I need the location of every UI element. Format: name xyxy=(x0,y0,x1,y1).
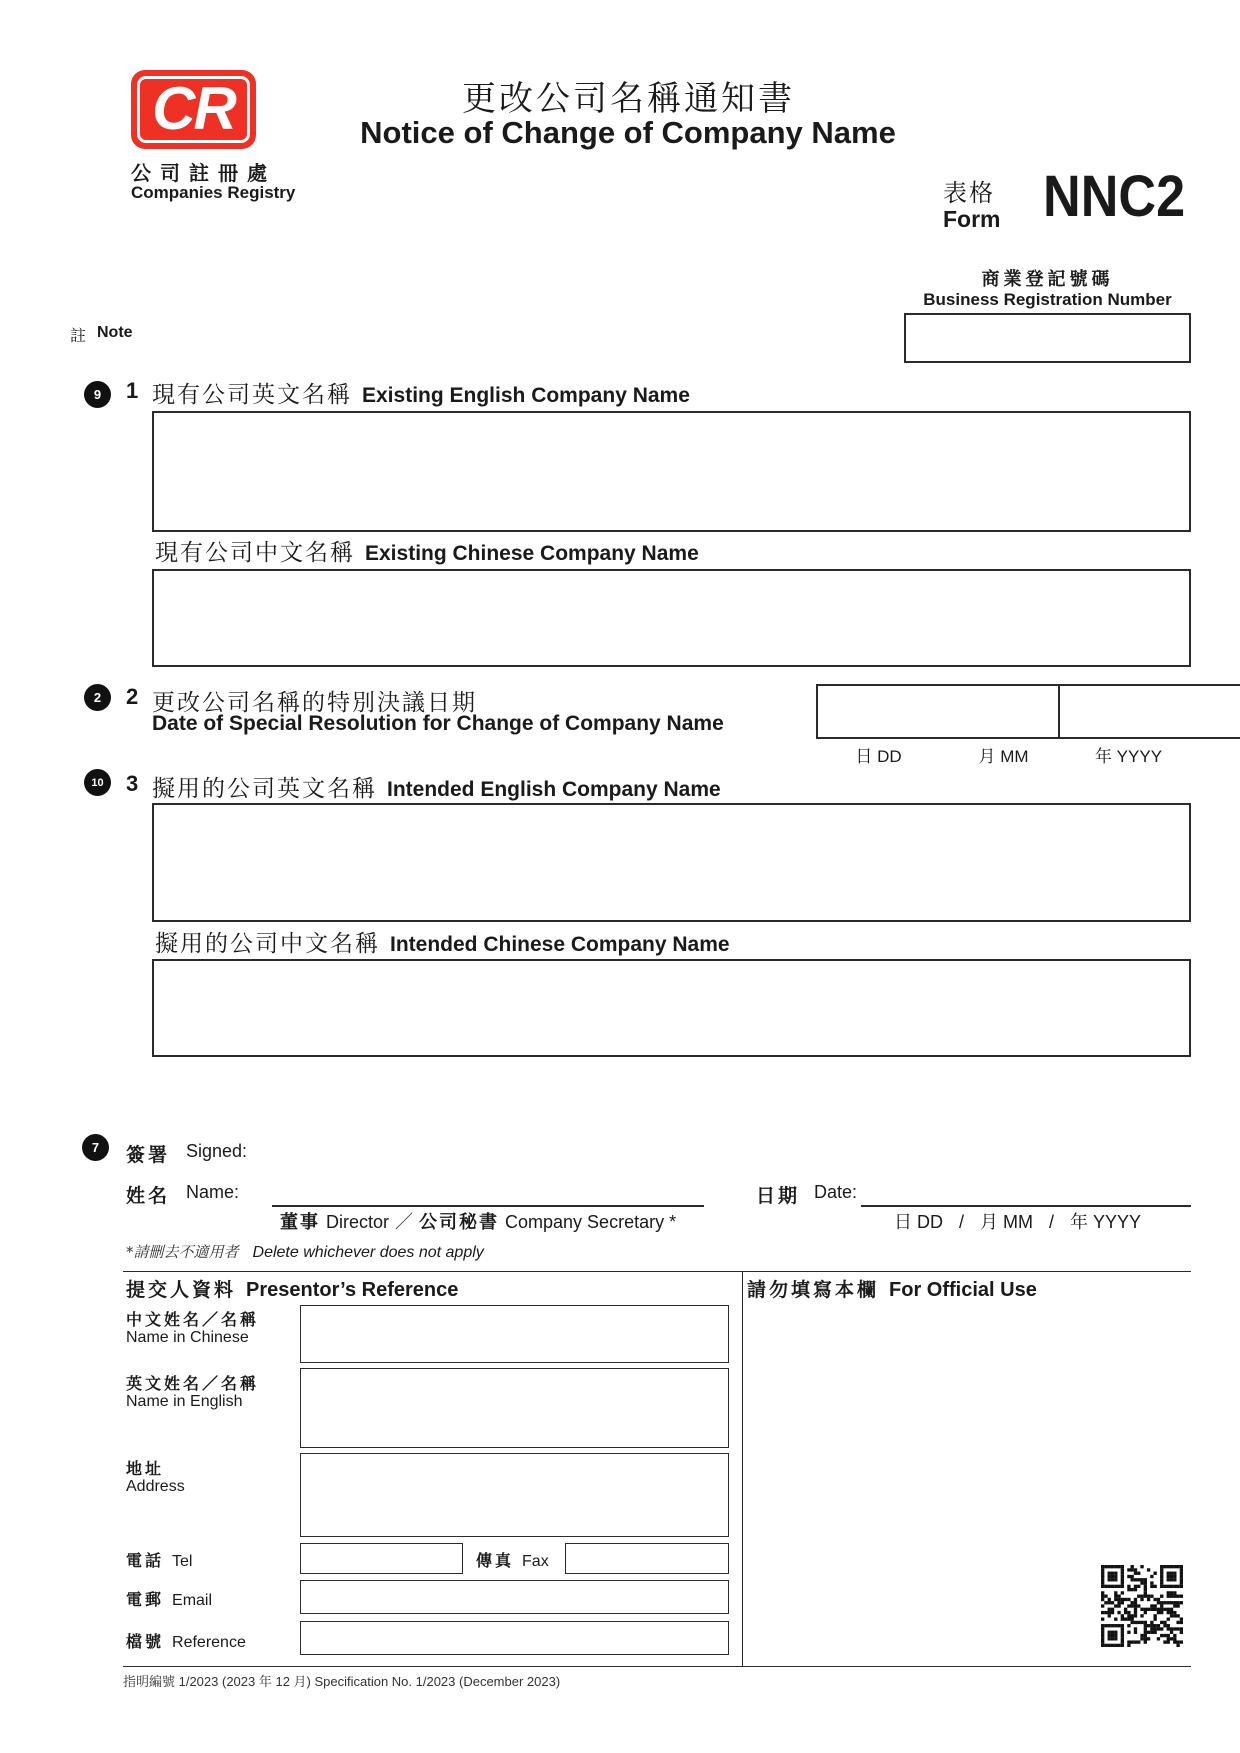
tel-label-zh: 電話 xyxy=(126,1551,165,1570)
name-label-en: Name: xyxy=(186,1182,240,1202)
date-line[interactable] xyxy=(861,1205,1191,1207)
existing-english-name-field[interactable] xyxy=(152,411,1191,532)
official-use-heading xyxy=(747,1275,1037,1302)
label-zh: 現有公司中文名稱 xyxy=(155,540,355,566)
official-use-title-zh: 請勿填寫本欄 xyxy=(747,1279,880,1301)
section-number: 1 xyxy=(126,378,139,403)
presentor-fax-field[interactable] xyxy=(565,1543,729,1574)
resolution-month-field[interactable] xyxy=(1060,684,1240,739)
signature-area[interactable] xyxy=(272,1126,704,1156)
name-line[interactable] xyxy=(272,1205,704,1207)
specification-footer: 指明編號 1/2023 (2023 年 12 月) Specification No. 1/2023 (December 2023) xyxy=(123,1674,561,1689)
brn-label-zh: 商業登記號碼 xyxy=(981,269,1114,290)
label-en: Existing Chinese Company Name xyxy=(365,542,699,565)
tel-label xyxy=(126,1548,192,1571)
form-title-en: Notice of Change of Company Name xyxy=(360,115,896,150)
resolution-day-field[interactable] xyxy=(816,684,1060,739)
brn-input[interactable] xyxy=(904,313,1191,363)
form-title-zh: 更改公司名稱通知書 xyxy=(462,79,795,119)
presentor-heading xyxy=(126,1275,458,1302)
divider-bottom xyxy=(123,1666,1191,1667)
day-label: 日 DD xyxy=(855,747,902,766)
name-english-label-zh: 英文姓名／名稱 xyxy=(126,1374,260,1393)
email-label xyxy=(126,1587,212,1610)
name-chinese-label-zh: 中文姓名／名稱 xyxy=(126,1310,260,1329)
secretary-zh: 公司秘書 xyxy=(419,1212,500,1233)
date-label-en: Date: xyxy=(814,1182,858,1202)
presentor-name-english-field[interactable] xyxy=(300,1368,729,1448)
resolution-date-label-en: Date of Special Resolution for Change of Company Name xyxy=(152,712,724,735)
note-ref-badge: 10 xyxy=(84,769,111,796)
date-separator: / xyxy=(959,1212,965,1232)
director-en: Director xyxy=(326,1212,390,1232)
note-label-en: Note xyxy=(97,324,133,341)
address-label-en: Address xyxy=(126,1478,185,1495)
registry-name-en: Companies Registry xyxy=(131,183,296,202)
presentor-email-field[interactable] xyxy=(300,1580,729,1614)
address-label-zh: 地址 xyxy=(126,1459,165,1478)
email-label-zh: 電郵 xyxy=(126,1590,165,1609)
month-label: 月 MM xyxy=(978,747,1029,766)
secretary-en: Company Secretary * xyxy=(505,1212,677,1232)
label-en: Intended Chinese Company Name xyxy=(390,933,730,956)
existing-english-name-label xyxy=(152,376,690,409)
delete-note xyxy=(126,1241,484,1262)
note-ref-badge: 9 xyxy=(84,381,111,408)
sign-month-label: 月 MM xyxy=(980,1212,1034,1232)
fax-label xyxy=(476,1548,549,1571)
presentor-title-zh: 提交人資料 xyxy=(126,1279,237,1301)
sign-day-label: 日 DD xyxy=(894,1212,943,1232)
name-label-zh: 姓名 xyxy=(126,1185,171,1207)
form-label-en: Form xyxy=(943,206,1001,232)
presentor-reference-field[interactable] xyxy=(300,1621,729,1655)
reference-label-en: Reference xyxy=(172,1634,246,1651)
note-ref-badge: 2 xyxy=(84,684,111,711)
note-ref-badge: 7 xyxy=(82,1134,109,1161)
delete-note-zh: *請刪去不適用者 xyxy=(126,1243,239,1261)
sign-year-label: 年 YYYY xyxy=(1070,1212,1142,1232)
resolution-date-label-zh: 更改公司名稱的特別決議日期 xyxy=(152,690,477,716)
label-en: Intended English Company Name xyxy=(387,778,721,801)
signed-label-en: Signed: xyxy=(186,1141,248,1161)
label-zh: 擬用的公司中文名稱 xyxy=(155,931,380,957)
reference-label xyxy=(126,1629,246,1652)
presentor-name-chinese-field[interactable] xyxy=(300,1305,729,1363)
qr-code xyxy=(1101,1565,1183,1647)
section-number: 2 xyxy=(126,684,139,709)
signature-date-format xyxy=(894,1208,1141,1234)
signed-label-zh: 簽署 xyxy=(126,1144,171,1166)
existing-chinese-name-label xyxy=(155,534,699,567)
intended-english-name-label xyxy=(152,770,721,803)
section-number: 3 xyxy=(126,771,139,796)
label-en: Existing English Company Name xyxy=(362,384,690,407)
form-code: NNC2 xyxy=(1043,164,1186,229)
name-chinese-label-en: Name in Chinese xyxy=(126,1329,249,1346)
intended-chinese-name-label xyxy=(155,925,730,958)
logo-text: CR xyxy=(152,75,235,142)
year-label: 年 YYYY xyxy=(1094,747,1163,766)
presentor-title-en: Presentor’s Reference xyxy=(246,1279,459,1301)
fax-label-en: Fax xyxy=(522,1553,549,1570)
official-use-title-en: For Official Use xyxy=(889,1279,1037,1301)
registry-name-zh: 公司註冊處 xyxy=(131,161,276,185)
presentor-tel-field[interactable] xyxy=(300,1543,463,1574)
director-zh: 董事 xyxy=(280,1212,320,1233)
intended-chinese-name-field[interactable] xyxy=(152,959,1191,1057)
note-label-zh: 註 xyxy=(70,326,87,345)
reference-label-zh: 檔號 xyxy=(126,1632,165,1651)
intended-english-name-field[interactable] xyxy=(152,803,1191,922)
label-zh: 現有公司英文名稱 xyxy=(152,382,352,408)
name-english-label-en: Name in English xyxy=(126,1393,243,1410)
date-label-zh: 日期 xyxy=(756,1185,801,1207)
role-separator: ／ xyxy=(395,1212,414,1233)
cr-logo xyxy=(131,70,256,149)
date-separator: / xyxy=(1049,1212,1055,1232)
resolution-date-fields xyxy=(816,684,1191,739)
fax-label-zh: 傳真 xyxy=(476,1551,515,1570)
existing-chinese-name-field[interactable] xyxy=(152,569,1191,667)
presentor-address-field[interactable] xyxy=(300,1453,729,1537)
divider-top xyxy=(123,1271,1191,1272)
email-label-en: Email xyxy=(172,1592,213,1609)
form-label-zh: 表格 xyxy=(943,179,995,207)
signatory-role xyxy=(280,1208,676,1234)
label-zh: 擬用的公司英文名稱 xyxy=(152,776,377,802)
tel-label-en: Tel xyxy=(172,1553,193,1570)
divider-vertical xyxy=(742,1271,743,1666)
delete-note-en: Delete whichever does not apply xyxy=(252,1244,484,1261)
brn-label-en: Business Registration Number xyxy=(923,290,1172,309)
